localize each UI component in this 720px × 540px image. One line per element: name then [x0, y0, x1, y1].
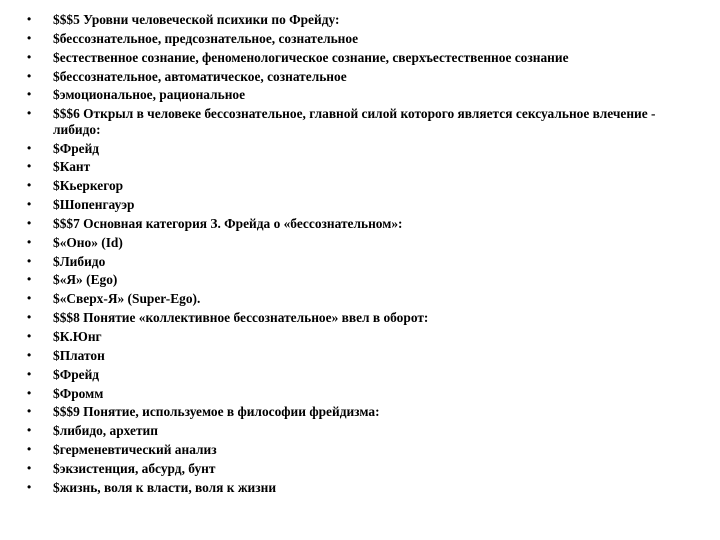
list-item: [27, 442, 687, 458]
bullet-icon: •: [27, 106, 32, 121]
bullet-icon: •: [27, 347, 32, 362]
bullet-icon: •: [27, 310, 32, 325]
bullet-icon: •: [27, 30, 32, 45]
list-item: [27, 348, 687, 364]
bullet-list: [27, 12, 687, 499]
item-text: $бессознательное, предсознательное, сознательное: [53, 30, 359, 46]
item-text: $Фромм: [53, 385, 104, 401]
list-item: [27, 178, 687, 194]
item-text: $Либидо: [53, 253, 106, 269]
list-item: [27, 272, 687, 288]
bullet-icon: •: [27, 442, 32, 457]
bullet-icon: •: [27, 197, 32, 212]
list-item: [27, 216, 687, 232]
list-item: [27, 87, 687, 103]
bullet-icon: •: [27, 87, 32, 102]
item-text: $Фрейд: [53, 140, 100, 156]
item-text: $К.Юнг: [53, 329, 102, 344]
bullet-icon: •: [27, 385, 32, 400]
item-text: $$$6 Открыл в человеке бессознательное, главной силой которого является сексуальное влечение - либидо:: [53, 106, 656, 137]
item-text: $эмоциональное, рациональное: [53, 87, 246, 103]
bullet-icon: •: [27, 329, 32, 343]
bullet-icon: •: [27, 49, 32, 64]
item-text: $бессознательное, автоматическое, сознательное: [53, 68, 347, 84]
item-text: $$$8 Понятие «коллективное бессознательное» ввел в оборот:: [53, 310, 429, 326]
item-text: $Фрейд: [53, 366, 100, 382]
list-item: [27, 254, 687, 270]
bullet-icon: •: [27, 68, 32, 83]
list-item: [27, 12, 687, 28]
list-item: [27, 159, 687, 175]
list-item: [27, 367, 687, 383]
bullet-icon: •: [27, 253, 32, 268]
list-item: [27, 235, 687, 251]
list-item: [27, 141, 687, 157]
list-item: [27, 386, 687, 402]
bullet-icon: •: [27, 140, 32, 155]
item-text: $жизнь, воля к власти, воля к жизни: [53, 479, 277, 495]
list-item: [27, 31, 687, 47]
item-text: $$$9 Понятие, используемое в философии фрейдизма:: [53, 404, 380, 420]
list-item: [27, 423, 687, 439]
bullet-icon: •: [27, 460, 32, 475]
item-text: $$$7 Основная категория З. Фрейда о «бессознательном»:: [53, 215, 403, 231]
item-text: $Шопенгауэр: [53, 197, 135, 213]
bullet-icon: •: [27, 12, 32, 26]
item-text: $Кьеркегор: [53, 178, 124, 194]
item-text: $$$5 Уровни человеческой психики по Фрейду:: [53, 12, 340, 27]
item-text: $герменевтический анализ: [53, 442, 217, 458]
list-item: [27, 329, 687, 345]
list-item: [27, 106, 687, 137]
bullet-icon: •: [27, 272, 32, 287]
list-item: [27, 291, 687, 307]
item-text: $Платон: [53, 347, 105, 363]
item-text: $естественное сознание, феноменологическое сознание, сверхъестественное сознание: [53, 49, 569, 65]
item-text: $Кант: [53, 159, 91, 175]
bullet-icon: •: [27, 366, 32, 381]
list-item: [27, 69, 687, 85]
bullet-icon: •: [27, 215, 32, 230]
bullet-icon: •: [27, 159, 32, 174]
list-item: [27, 310, 687, 326]
bullet-icon: •: [27, 423, 32, 438]
item-text: $«Сверх-Я» (Super-Ego).: [53, 291, 201, 307]
list-item: [27, 480, 687, 496]
item-text: $либидо, архетип: [53, 423, 158, 439]
list-item: [27, 50, 687, 66]
list-item: [27, 197, 687, 213]
bullet-icon: •: [27, 234, 32, 249]
list-item: [27, 404, 687, 420]
item-text: $«Я» (Ego): [53, 272, 118, 288]
item-text: $экзистенция, абсурд, бунт: [53, 460, 216, 476]
list-item: [27, 461, 687, 477]
item-text: $«Оно» (Id): [53, 234, 123, 250]
bullet-icon: •: [27, 404, 32, 419]
bullet-icon: •: [27, 291, 32, 306]
bullet-icon: •: [27, 178, 32, 193]
bullet-icon: •: [27, 479, 32, 494]
